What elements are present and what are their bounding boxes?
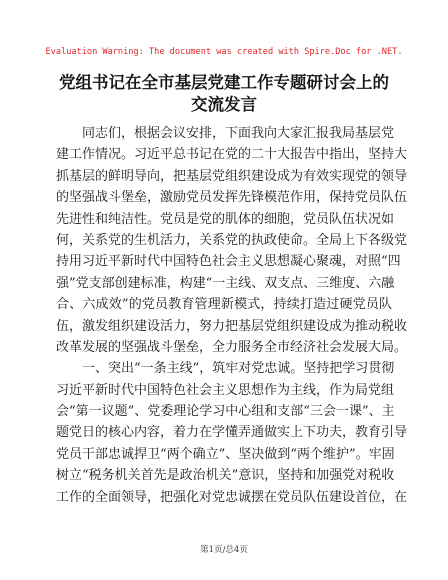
text-line: 持用习近平新时代中国特色社会主义思想凝心聚魂，对照“四 [56, 254, 401, 270]
text-line: 会“第一议题”、党委理论学习中心组和支部“三会一课”、主 [56, 404, 395, 420]
title-line-2: 交流发言 [191, 95, 257, 114]
document-title [40, 72, 408, 116]
text-line: 抓基层的鲜明导向，把基层党组织建设成为有效实现党的领导 [56, 168, 408, 184]
text-line: 习近平新时代中国特色社会主义思想作为主线，作为局党组 [56, 382, 395, 398]
text-line: 题党日的核心内容，着力在学懂弄通做实上下功夫，教育引导 [56, 425, 408, 441]
paragraph [56, 358, 408, 508]
text-line: 何，关系党的生机活力，关系党的执政使命。全局上下各级党 [56, 232, 408, 248]
text-line: 党员干部忠诚捍卫“两个确立”、坚决做到“两个维护”。牢固 [56, 446, 395, 462]
title-line-1: 党组书记在全市基层党建工作专题研讨会上的 [59, 73, 389, 92]
text-line: 改革发展的坚强战斗堡垒，全力服务全市经济社会发展大局。 [56, 339, 408, 355]
paragraph [56, 123, 408, 358]
text-line: 的坚强战斗堡垒，激励党员发挥先锋模范作用，保持党员队伍 [56, 190, 408, 206]
document-body [56, 123, 408, 508]
text-line: 伍，激发组织建设活力，努力把基层党组织建设成为推动税收 [56, 318, 408, 334]
text-line: 一、突出“一条主线”，筑牢对党忠诚。坚持把学习贯彻 [82, 361, 395, 377]
text-line: 同志们，根据会议安排，下面我向大家汇报我局基层党 [82, 126, 395, 141]
evaluation-warning: Evaluation Warning: The document was created with Spire.Doc for .NET. [45, 47, 403, 57]
text-line: 合、六成效”的党员教育管理新模式，持续打造过硬党员队 [56, 297, 392, 313]
text-line: 先进性和纯洁性。党员是党的肌体的细胞，党员队伍状况如 [56, 211, 395, 227]
text-line: 强”党支部创建标准，构建“一主线、双支点、三维度、六融 [56, 275, 395, 291]
text-line: 树立“税务机关首先是政治机关”意识，坚持和加强党对税收 [56, 468, 395, 484]
text-line: 工作的全面领导，把强化对党忠诚摆在党员队伍建设首位，在 [56, 489, 408, 505]
page-footer: 第1页/总4页 [200, 545, 248, 555]
text-line: 建工作情况。习近平总书记在党的二十大报告中指出，坚持大 [56, 147, 408, 163]
